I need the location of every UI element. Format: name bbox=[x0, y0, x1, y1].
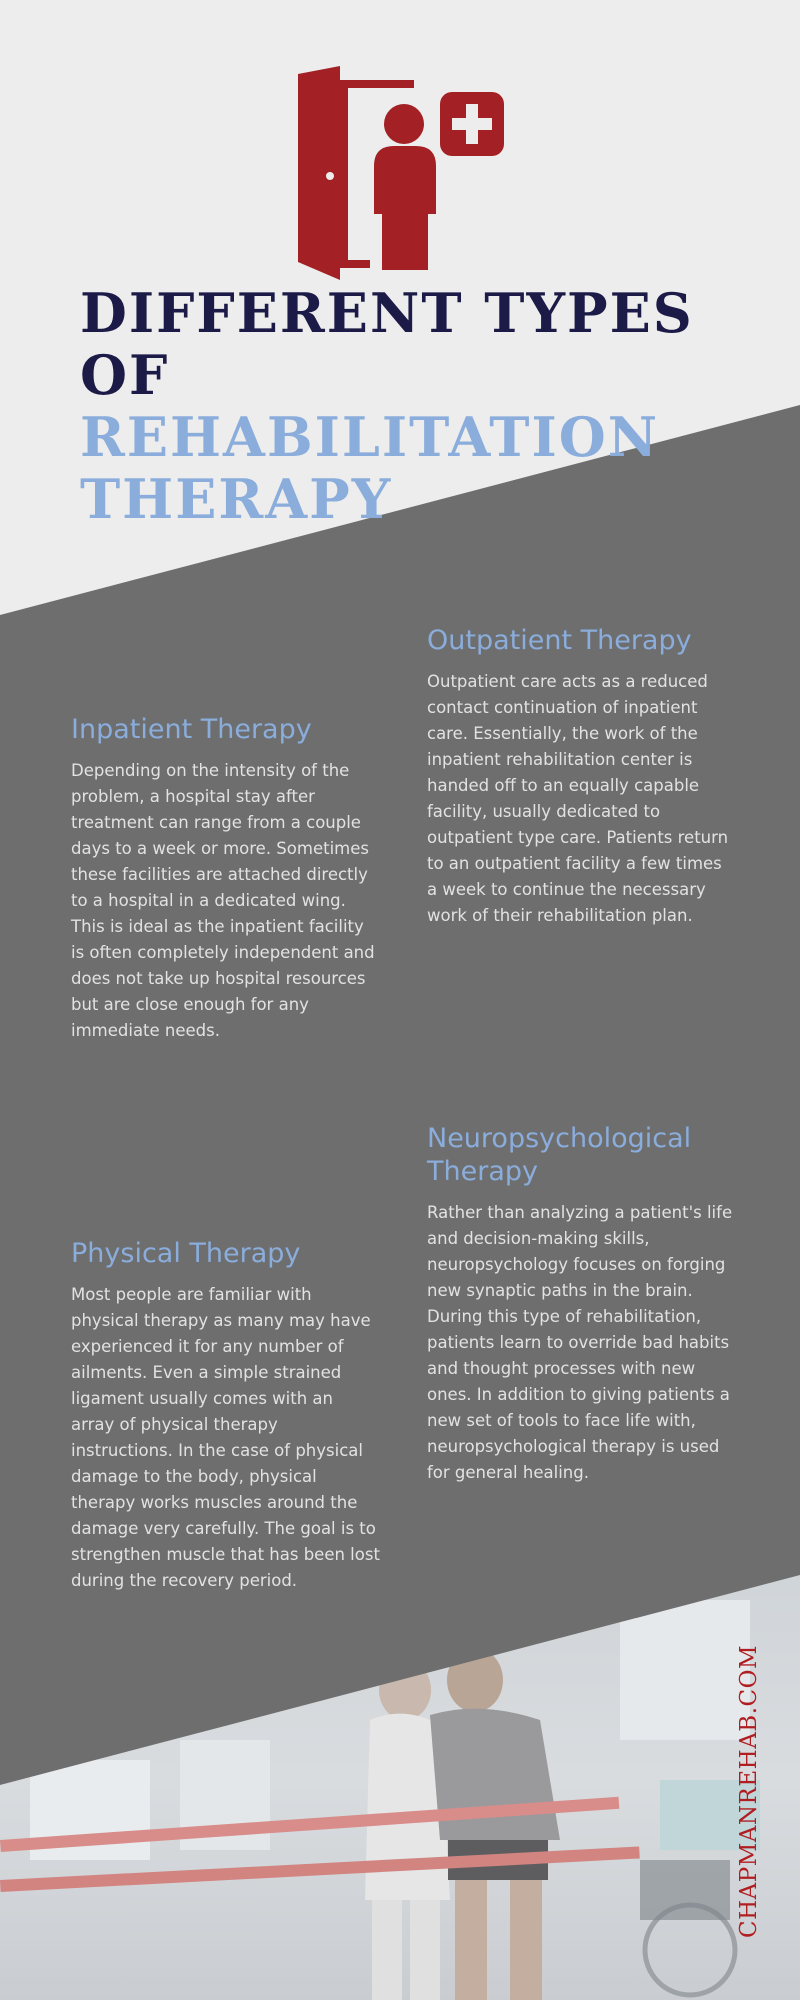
section-physical bbox=[71, 1237, 381, 1594]
title-line-3: THERAPY bbox=[80, 467, 393, 531]
section-neuropsychological-body: Rather than analyzing a patient's life and decision-making skills, neuropsychology focuses on forging new synaptic paths in the brain. During this type of rehabilitation, patients learn to override bad habits and thought processes with new ones. In addition to giving patients a new set of tools to face life with, neuropsychological therapy is used for general healing. bbox=[427, 1203, 733, 1482]
title-line-1: DIFFERENT TYPES OF bbox=[80, 281, 694, 407]
section-inpatient bbox=[71, 713, 381, 1044]
section-inpatient-heading: Inpatient Therapy bbox=[71, 714, 312, 745]
section-physical-body: Most people are familiar with physical therapy as many may have experienced it for any number of ailments. Even a simple strained ligament usually comes with an array of physical therapy instructions. In the case of physical damage to the body, physical therapy works muscles around the damage very carefully. The goal is to strengthen muscle that has been lost during the recovery period. bbox=[71, 1285, 380, 1590]
section-outpatient-heading: Outpatient Therapy bbox=[427, 625, 692, 656]
section-neuropsychological bbox=[427, 1122, 737, 1486]
section-neuropsychological-heading: Neuropsychological Therapy bbox=[427, 1123, 692, 1187]
section-inpatient-body: Depending on the intensity of the problem, a hospital stay after treatment can range from a couple days to a week or more. Sometimes these facilities are attached directly to a hospital in a dedicated wing. This is ideal as the inpatient facility is often completely independent and does not take up hospital resources but are close enough for any immediate needs. bbox=[71, 761, 375, 1040]
page-title bbox=[80, 282, 760, 530]
section-outpatient bbox=[427, 624, 737, 929]
section-physical-heading: Physical Therapy bbox=[71, 1238, 301, 1269]
title-line-2: REHABILITATION bbox=[80, 405, 660, 469]
brand-url: CHAPMANREHAB.COM bbox=[736, 1644, 762, 1938]
rehab-door-person-icon bbox=[290, 66, 510, 280]
section-outpatient-body: Outpatient care acts as a reduced contact continuation of inpatient care. Essentially, the work of the inpatient rehabilitation center is handed off to an equally capable facility, usually dedicated to outpatient type care. Patients return to an outpatient facility a few times a week to continue the necessary work of their rehabilitation plan. bbox=[427, 672, 729, 925]
